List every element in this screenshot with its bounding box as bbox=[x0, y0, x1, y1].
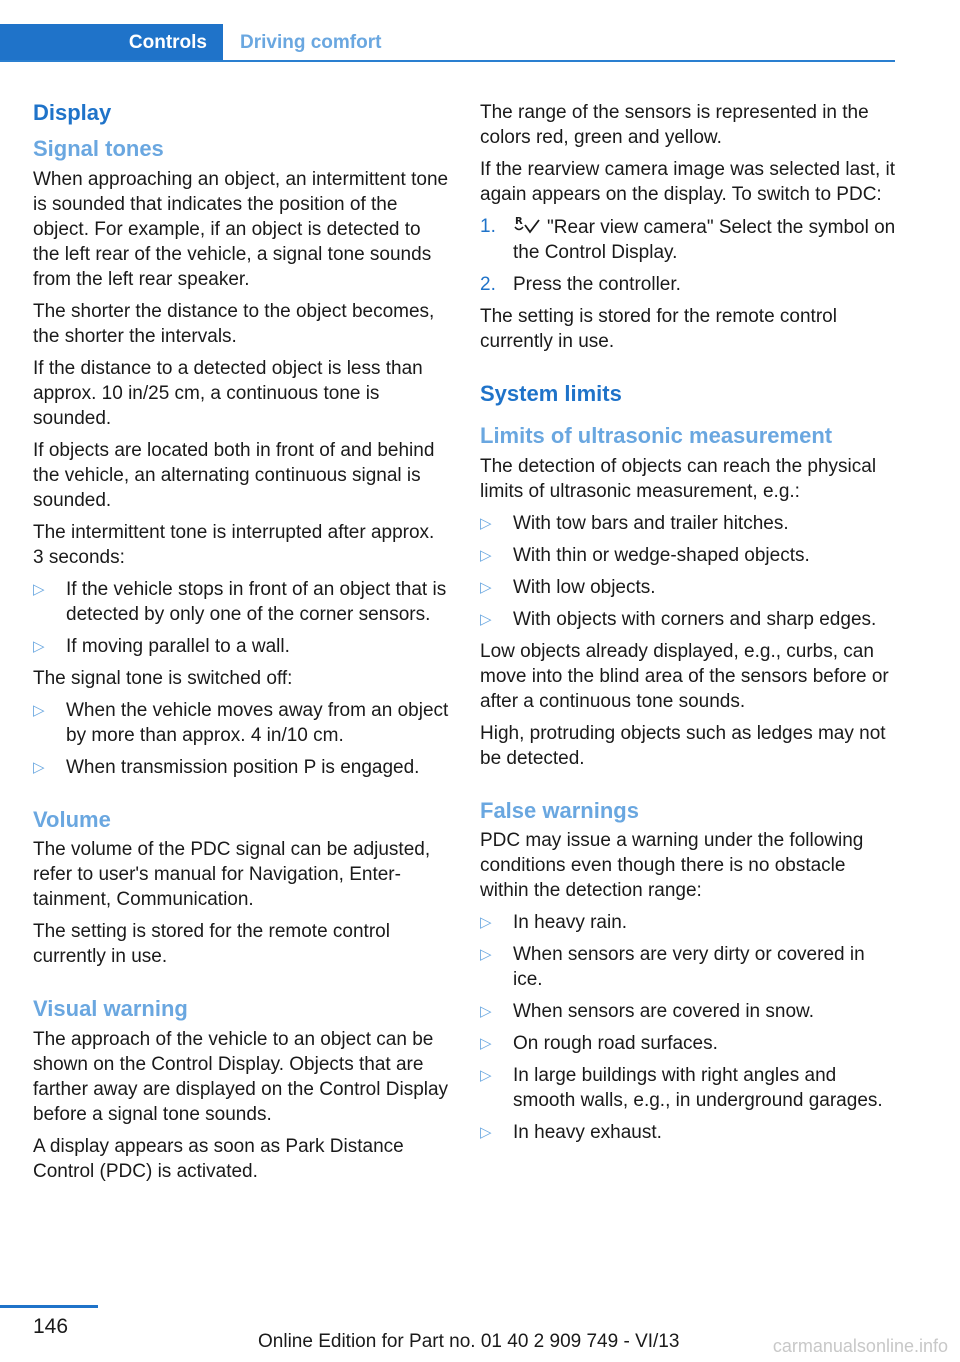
triangle-right-icon: ▷ bbox=[480, 610, 492, 628]
list-item: ▷ When transmission position P is engaged. bbox=[33, 756, 420, 778]
triangle-right-icon: ▷ bbox=[33, 637, 45, 655]
paragraph: If the distance to a detected object is less than approx. 10 in/25 cm, a continuous tone is sounded. bbox=[33, 357, 423, 429]
list-item: ▷ With low objects. bbox=[480, 576, 656, 598]
edition-note: Online Edition for Part no. 01 40 2 909 749 - VI/13 bbox=[258, 1331, 680, 1352]
list-item: ▷ With objects with corners and sharp edges. bbox=[480, 608, 877, 630]
heading-signal-tones: Signal tones bbox=[33, 136, 164, 162]
list-item: ▷ On rough road surfaces. bbox=[480, 1033, 718, 1055]
tab-driving-comfort[interactable]: Driving comfort bbox=[240, 32, 382, 53]
header-divider bbox=[0, 60, 895, 62]
triangle-right-icon: ▷ bbox=[33, 758, 45, 776]
svg-text:R: R bbox=[515, 216, 523, 227]
step-item: 1. R "Rear view camera" Select the symbol on the Control Display. bbox=[480, 216, 896, 263]
triangle-right-icon: ▷ bbox=[33, 701, 45, 719]
heading-ultrasonic-limits: Limits of ultrasonic measurement bbox=[480, 423, 833, 449]
list-item: ▷ When the vehicle moves away from an object by more than approx. 4 in/10 cm. bbox=[33, 699, 449, 746]
triangle-right-icon: ▷ bbox=[480, 546, 492, 564]
triangle-right-icon: ▷ bbox=[480, 914, 492, 932]
bullet-list bbox=[33, 577, 449, 659]
paragraph: The setting is stored for the remote control currently in use. bbox=[480, 306, 837, 352]
paragraph: The range of the sensors is represented in the colors red, green and yellow. bbox=[480, 102, 869, 148]
paragraph: If objects are located both in front of and behind the vehicle, an alternating continuous signal is sounded. bbox=[33, 439, 435, 511]
right-column bbox=[480, 100, 896, 1152]
bullet-list bbox=[480, 910, 896, 1145]
list-item: ▷ If moving parallel to a wall. bbox=[33, 635, 290, 657]
heading-system-limits: System limits bbox=[480, 381, 622, 406]
step-number: 2. bbox=[480, 274, 496, 295]
step-number: 1. bbox=[480, 216, 496, 237]
paragraph: The intermittent tone is interrupted after approx. 3 seconds: bbox=[33, 521, 435, 568]
bullet-list bbox=[480, 511, 896, 632]
rear-view-camera-icon bbox=[513, 214, 541, 236]
paragraph: The detection of objects can reach the physical limits of ultrasonic measurement, e.g.: bbox=[480, 455, 877, 502]
list-item: ▷ With tow bars and trailer hitches. bbox=[480, 512, 789, 534]
heading-volume: Volume bbox=[33, 806, 111, 832]
list-item: ▷ In large buildings with right angles and smooth walls, e.g., in underground garages. bbox=[480, 1065, 883, 1112]
list-item: ▷ In heavy exhaust. bbox=[480, 1122, 662, 1144]
list-item: ▷ When sensors are covered in snow. bbox=[480, 1001, 814, 1023]
paragraph: The volume of the PDC signal can be adjusted, refer to user's manual for Navigation, Entertainment, Communication. bbox=[33, 839, 431, 911]
paragraph: If the rearview camera image was selected last, it again appears on the display. To switch to PDC: bbox=[480, 159, 896, 205]
heading-display: Display bbox=[33, 100, 112, 125]
heading-false-warnings: False warnings bbox=[480, 797, 639, 823]
triangle-right-icon: ▷ bbox=[480, 1003, 492, 1021]
heading-visual-warning: Visual warning bbox=[33, 996, 188, 1022]
paragraph: PDC may issue a warning under the following conditions even though there is no obstacle within the detection range: bbox=[480, 830, 864, 902]
paragraph: Low objects already displayed, e.g., curbs, can move into the blind area of the sensors before or after a continuous tone sounds. bbox=[480, 640, 889, 712]
list-item: ▷ In heavy rain. bbox=[480, 912, 628, 934]
triangle-right-icon: ▷ bbox=[480, 514, 492, 532]
tab-controls[interactable]: Controls bbox=[0, 24, 223, 62]
list-item: ▷ With thin or wedge-shaped objects. bbox=[480, 544, 810, 566]
footer-rule bbox=[0, 1305, 98, 1308]
triangle-right-icon: ▷ bbox=[480, 1035, 492, 1053]
left-column bbox=[33, 100, 449, 1191]
paragraph: The setting is stored for the remote control currently in use. bbox=[33, 921, 390, 968]
paragraph: When approaching an object, an intermittent tone is sounded that indicates the position of the object. For example, if an object is detected to the left rear of the vehicle, a signal tone sounds from the left rear speaker. bbox=[33, 168, 449, 290]
triangle-right-icon: ▷ bbox=[480, 578, 492, 596]
paragraph: A display appears as soon as Park Distance Control (PDC) is activated. bbox=[33, 1135, 404, 1182]
triangle-right-icon: ▷ bbox=[480, 1124, 492, 1142]
list-item: ▷ When sensors are very dirty or covered in ice. bbox=[480, 944, 865, 991]
paragraph: The approach of the vehicle to an object can be shown on the Control Display. Objects that are farther away are displayed on the Control Display before a signal tone sounds. bbox=[33, 1028, 449, 1125]
steps-list bbox=[480, 214, 896, 297]
bullet-list bbox=[33, 698, 449, 780]
paragraph: The shorter the distance to the object becomes, the shorter the intervals. bbox=[33, 300, 435, 347]
page-number: 146 bbox=[33, 1315, 69, 1338]
step-item: 2. Press the controller. bbox=[480, 274, 681, 295]
triangle-right-icon: ▷ bbox=[480, 946, 492, 964]
paragraph: The signal tone is switched off: bbox=[33, 667, 293, 689]
watermark: carmanualsonline.info bbox=[772, 1336, 948, 1356]
paragraph: High, protruding objects such as ledges may not be detected. bbox=[480, 722, 886, 769]
triangle-right-icon: ▷ bbox=[480, 1067, 492, 1085]
list-item: ▷ If the vehicle stops in front of an object that is detected by only one of the corner sensors. bbox=[33, 578, 447, 625]
triangle-right-icon: ▷ bbox=[33, 580, 45, 598]
header-tabbar bbox=[0, 24, 895, 62]
